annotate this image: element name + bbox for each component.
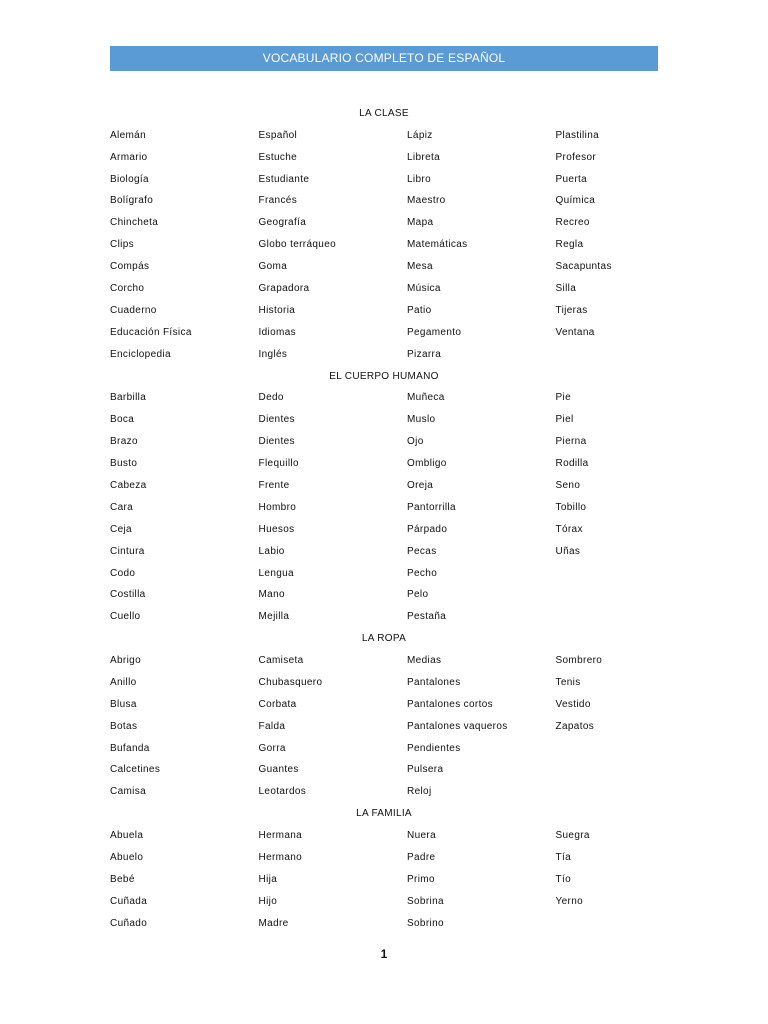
vocabulary-word: Hermana bbox=[258, 830, 303, 842]
vocabulary-word: Uñas bbox=[555, 545, 581, 557]
vocabulary-word: Goma bbox=[258, 261, 288, 273]
vocabulary-word: Música bbox=[407, 283, 441, 295]
vocabulary-word: Inglés bbox=[258, 348, 288, 360]
vocabulary-word: Bolígrafo bbox=[110, 195, 154, 207]
vocabulary-word: Francés bbox=[258, 195, 298, 207]
vocabulary-word: Mejilla bbox=[258, 611, 290, 623]
vocabulary-word: Corcho bbox=[110, 283, 145, 295]
vocabulary-word: Regla bbox=[555, 239, 584, 251]
vocabulary-word: Rodilla bbox=[555, 458, 589, 470]
vocabulary-word: Pantorrilla bbox=[407, 501, 456, 513]
vocabulary-word: Cuñado bbox=[110, 917, 148, 929]
vocabulary-grid bbox=[110, 125, 658, 366]
vocabulary-word bbox=[556, 738, 659, 760]
vocabulary-word: Globo terráqueo bbox=[258, 239, 337, 251]
vocabulary-word: Cuñada bbox=[110, 895, 148, 907]
vocabulary-word: Muñeca bbox=[407, 392, 445, 404]
section-heading: LA CLASE bbox=[359, 108, 409, 119]
section-heading: EL CUERPO HUMANO bbox=[329, 370, 439, 382]
vocabulary-word: Libreta bbox=[407, 151, 441, 163]
vocabulary-word: Muslo bbox=[407, 414, 436, 426]
vocabulary-word: Barbilla bbox=[110, 392, 147, 404]
vocabulary-word: Silla bbox=[555, 283, 577, 295]
vocabulary-word: Cintura bbox=[110, 545, 145, 557]
vocabulary-word: Ventana bbox=[555, 326, 595, 338]
vocabulary-word: Cuello bbox=[110, 611, 141, 623]
vocabulary-word: Química bbox=[555, 195, 596, 207]
vocabulary-word: Pecho bbox=[407, 567, 438, 579]
vocabulary-word: Medias bbox=[407, 654, 442, 666]
vocabulary-word: Dientes bbox=[258, 414, 295, 426]
vocabulary-word: Ceja bbox=[110, 523, 132, 535]
vocabulary-word: Hija bbox=[258, 873, 278, 885]
vocabulary-word: Bebé bbox=[110, 873, 135, 885]
vocabulary-word: Oreja bbox=[407, 479, 434, 491]
vocabulary-word: Mapa bbox=[407, 217, 434, 229]
vocabulary-word: Dientes bbox=[258, 436, 295, 448]
vocabulary-word: Pelo bbox=[407, 589, 429, 601]
vocabulary-word: Educación Física bbox=[110, 326, 192, 338]
vocabulary-word: Corbata bbox=[258, 698, 297, 710]
vocabulary-content bbox=[110, 103, 658, 934]
vocabulary-word: Flequillo bbox=[258, 458, 299, 470]
vocabulary-word: Sobrina bbox=[407, 895, 444, 907]
vocabulary-word: Chubasquero bbox=[258, 676, 323, 688]
vocabulary-word: Blusa bbox=[110, 698, 137, 710]
vocabulary-word: Guantes bbox=[258, 764, 299, 776]
vocabulary-word: Pierna bbox=[555, 436, 587, 448]
vocabulary-word: Tía bbox=[555, 851, 571, 863]
vocabulary-word: Yerno bbox=[555, 895, 584, 907]
vocabulary-word: Sobrino bbox=[407, 917, 444, 929]
vocabulary-word: Libro bbox=[407, 173, 431, 185]
vocabulary-word: Pie bbox=[555, 392, 572, 404]
vocabulary-word: Cuaderno bbox=[110, 304, 157, 316]
vocabulary-word: Maestro bbox=[407, 195, 446, 207]
vocabulary-word: Ombligo bbox=[407, 458, 447, 470]
vocabulary-word: Pantalones vaqueros bbox=[407, 720, 508, 732]
vocabulary-word: Abuelo bbox=[110, 851, 144, 863]
vocabulary-word: Piel bbox=[555, 414, 574, 426]
vocabulary-word: Profesor bbox=[555, 151, 597, 163]
vocabulary-word: Tío bbox=[555, 873, 571, 885]
document-title: VOCABULARIO COMPLETO DE ESPAÑOL bbox=[110, 46, 658, 71]
vocabulary-word: Idiomas bbox=[258, 326, 296, 338]
vocabulary-word: Lápiz bbox=[407, 129, 433, 141]
vocabulary-word: Geografía bbox=[258, 217, 307, 229]
vocabulary-word: Cabeza bbox=[110, 479, 147, 491]
vocabulary-word: Hermano bbox=[258, 851, 303, 863]
vocabulary-word: Enciclopedia bbox=[110, 348, 171, 360]
vocabulary-word bbox=[556, 781, 659, 803]
vocabulary-word: Sacapuntas bbox=[555, 261, 612, 273]
section-heading: LA ROPA bbox=[361, 633, 407, 645]
vocabulary-word: Español bbox=[258, 129, 298, 141]
vocabulary-word: Mesa bbox=[407, 261, 433, 273]
vocabulary-word: Nuera bbox=[407, 830, 436, 842]
vocabulary-word: Camisa bbox=[110, 786, 146, 798]
vocabulary-word: Madre bbox=[258, 917, 289, 929]
vocabulary-word: Bufanda bbox=[110, 742, 150, 754]
vocabulary-word: Patio bbox=[407, 304, 432, 316]
vocabulary-word: Camiseta bbox=[258, 654, 304, 666]
vocabulary-word: Busto bbox=[110, 458, 138, 470]
vocabulary-word: Grapadora bbox=[258, 283, 310, 295]
vocabulary-word: Lengua bbox=[258, 567, 294, 579]
vocabulary-word: Huesos bbox=[258, 523, 295, 535]
vocabulary-word: Cara bbox=[110, 501, 134, 513]
vocabulary-word: Leotardos bbox=[258, 786, 307, 798]
vocabulary-word: Compás bbox=[110, 261, 150, 273]
vocabulary-word: Clips bbox=[110, 239, 134, 251]
vocabulary-word: Calcetines bbox=[110, 764, 161, 776]
vocabulary-word: Mano bbox=[258, 589, 285, 601]
vocabulary-word: Dedo bbox=[258, 392, 284, 404]
vocabulary-word: Abrigo bbox=[110, 654, 142, 666]
vocabulary-word: Padre bbox=[407, 851, 436, 863]
page-number: 1 bbox=[380, 947, 388, 961]
vocabulary-word: Suegra bbox=[555, 830, 590, 842]
vocabulary-word: Tórax bbox=[555, 523, 583, 535]
vocabulary-word: Pantalones bbox=[407, 676, 461, 688]
vocabulary-word: Pestaña bbox=[407, 611, 447, 623]
vocabulary-word: Falda bbox=[258, 720, 286, 732]
vocabulary-word: Historia bbox=[258, 304, 296, 316]
vocabulary-word bbox=[556, 344, 659, 366]
vocabulary-word: Biología bbox=[110, 173, 149, 185]
vocabulary-word: Armario bbox=[110, 151, 148, 163]
vocabulary-grid bbox=[110, 387, 658, 628]
vocabulary-word: Pulsera bbox=[407, 764, 444, 776]
vocabulary-word: Anillo bbox=[110, 676, 137, 688]
vocabulary-word: Hijo bbox=[258, 895, 278, 907]
vocabulary-word: Hombro bbox=[258, 501, 297, 513]
vocabulary-word: Párpado bbox=[407, 523, 448, 535]
vocabulary-word: Pizarra bbox=[407, 348, 442, 360]
vocabulary-word: Recreo bbox=[555, 217, 590, 229]
vocabulary-word: Labio bbox=[258, 545, 285, 557]
vocabulary-grid bbox=[110, 650, 658, 803]
vocabulary-word: Alemán bbox=[110, 129, 147, 141]
vocabulary-word: Zapatos bbox=[555, 720, 595, 732]
vocabulary-word: Botas bbox=[110, 720, 138, 732]
vocabulary-word: Pendientes bbox=[407, 742, 461, 754]
section-heading: LA FAMILIA bbox=[356, 808, 412, 820]
vocabulary-word: Pantalones cortos bbox=[407, 698, 493, 710]
vocabulary-word: Chincheta bbox=[110, 217, 159, 229]
vocabulary-word: Ojo bbox=[407, 436, 424, 448]
vocabulary-word: Frente bbox=[258, 479, 290, 491]
vocabulary-word: Tijeras bbox=[555, 304, 588, 316]
vocabulary-word: Pecas bbox=[407, 545, 437, 557]
vocabulary-word: Sombrero bbox=[555, 654, 603, 666]
vocabulary-word: Abuela bbox=[110, 830, 144, 842]
vocabulary-word: Pegamento bbox=[407, 326, 462, 338]
vocabulary-word: Estuche bbox=[258, 151, 298, 163]
vocabulary-word: Gorra bbox=[258, 742, 286, 754]
vocabulary-word bbox=[556, 913, 659, 935]
vocabulary-grid bbox=[110, 825, 658, 934]
vocabulary-word: Tenis bbox=[555, 676, 581, 688]
vocabulary-word: Seno bbox=[555, 479, 581, 491]
vocabulary-word bbox=[556, 759, 659, 781]
vocabulary-word: Puerta bbox=[555, 173, 588, 185]
vocabulary-word: Primo bbox=[407, 873, 435, 885]
vocabulary-word bbox=[556, 584, 659, 606]
vocabulary-word: Estudiante bbox=[258, 173, 310, 185]
vocabulary-word: Boca bbox=[110, 414, 135, 426]
vocabulary-word: Brazo bbox=[110, 436, 138, 448]
vocabulary-word: Vestido bbox=[555, 698, 591, 710]
vocabulary-word: Tobillo bbox=[555, 501, 587, 513]
vocabulary-word: Reloj bbox=[407, 786, 432, 798]
vocabulary-word bbox=[556, 563, 659, 585]
vocabulary-word: Codo bbox=[110, 567, 136, 579]
vocabulary-word: Matemáticas bbox=[407, 239, 468, 251]
vocabulary-word: Plastilina bbox=[555, 129, 600, 141]
vocabulary-word bbox=[556, 606, 659, 628]
vocabulary-word: Costilla bbox=[110, 589, 146, 601]
